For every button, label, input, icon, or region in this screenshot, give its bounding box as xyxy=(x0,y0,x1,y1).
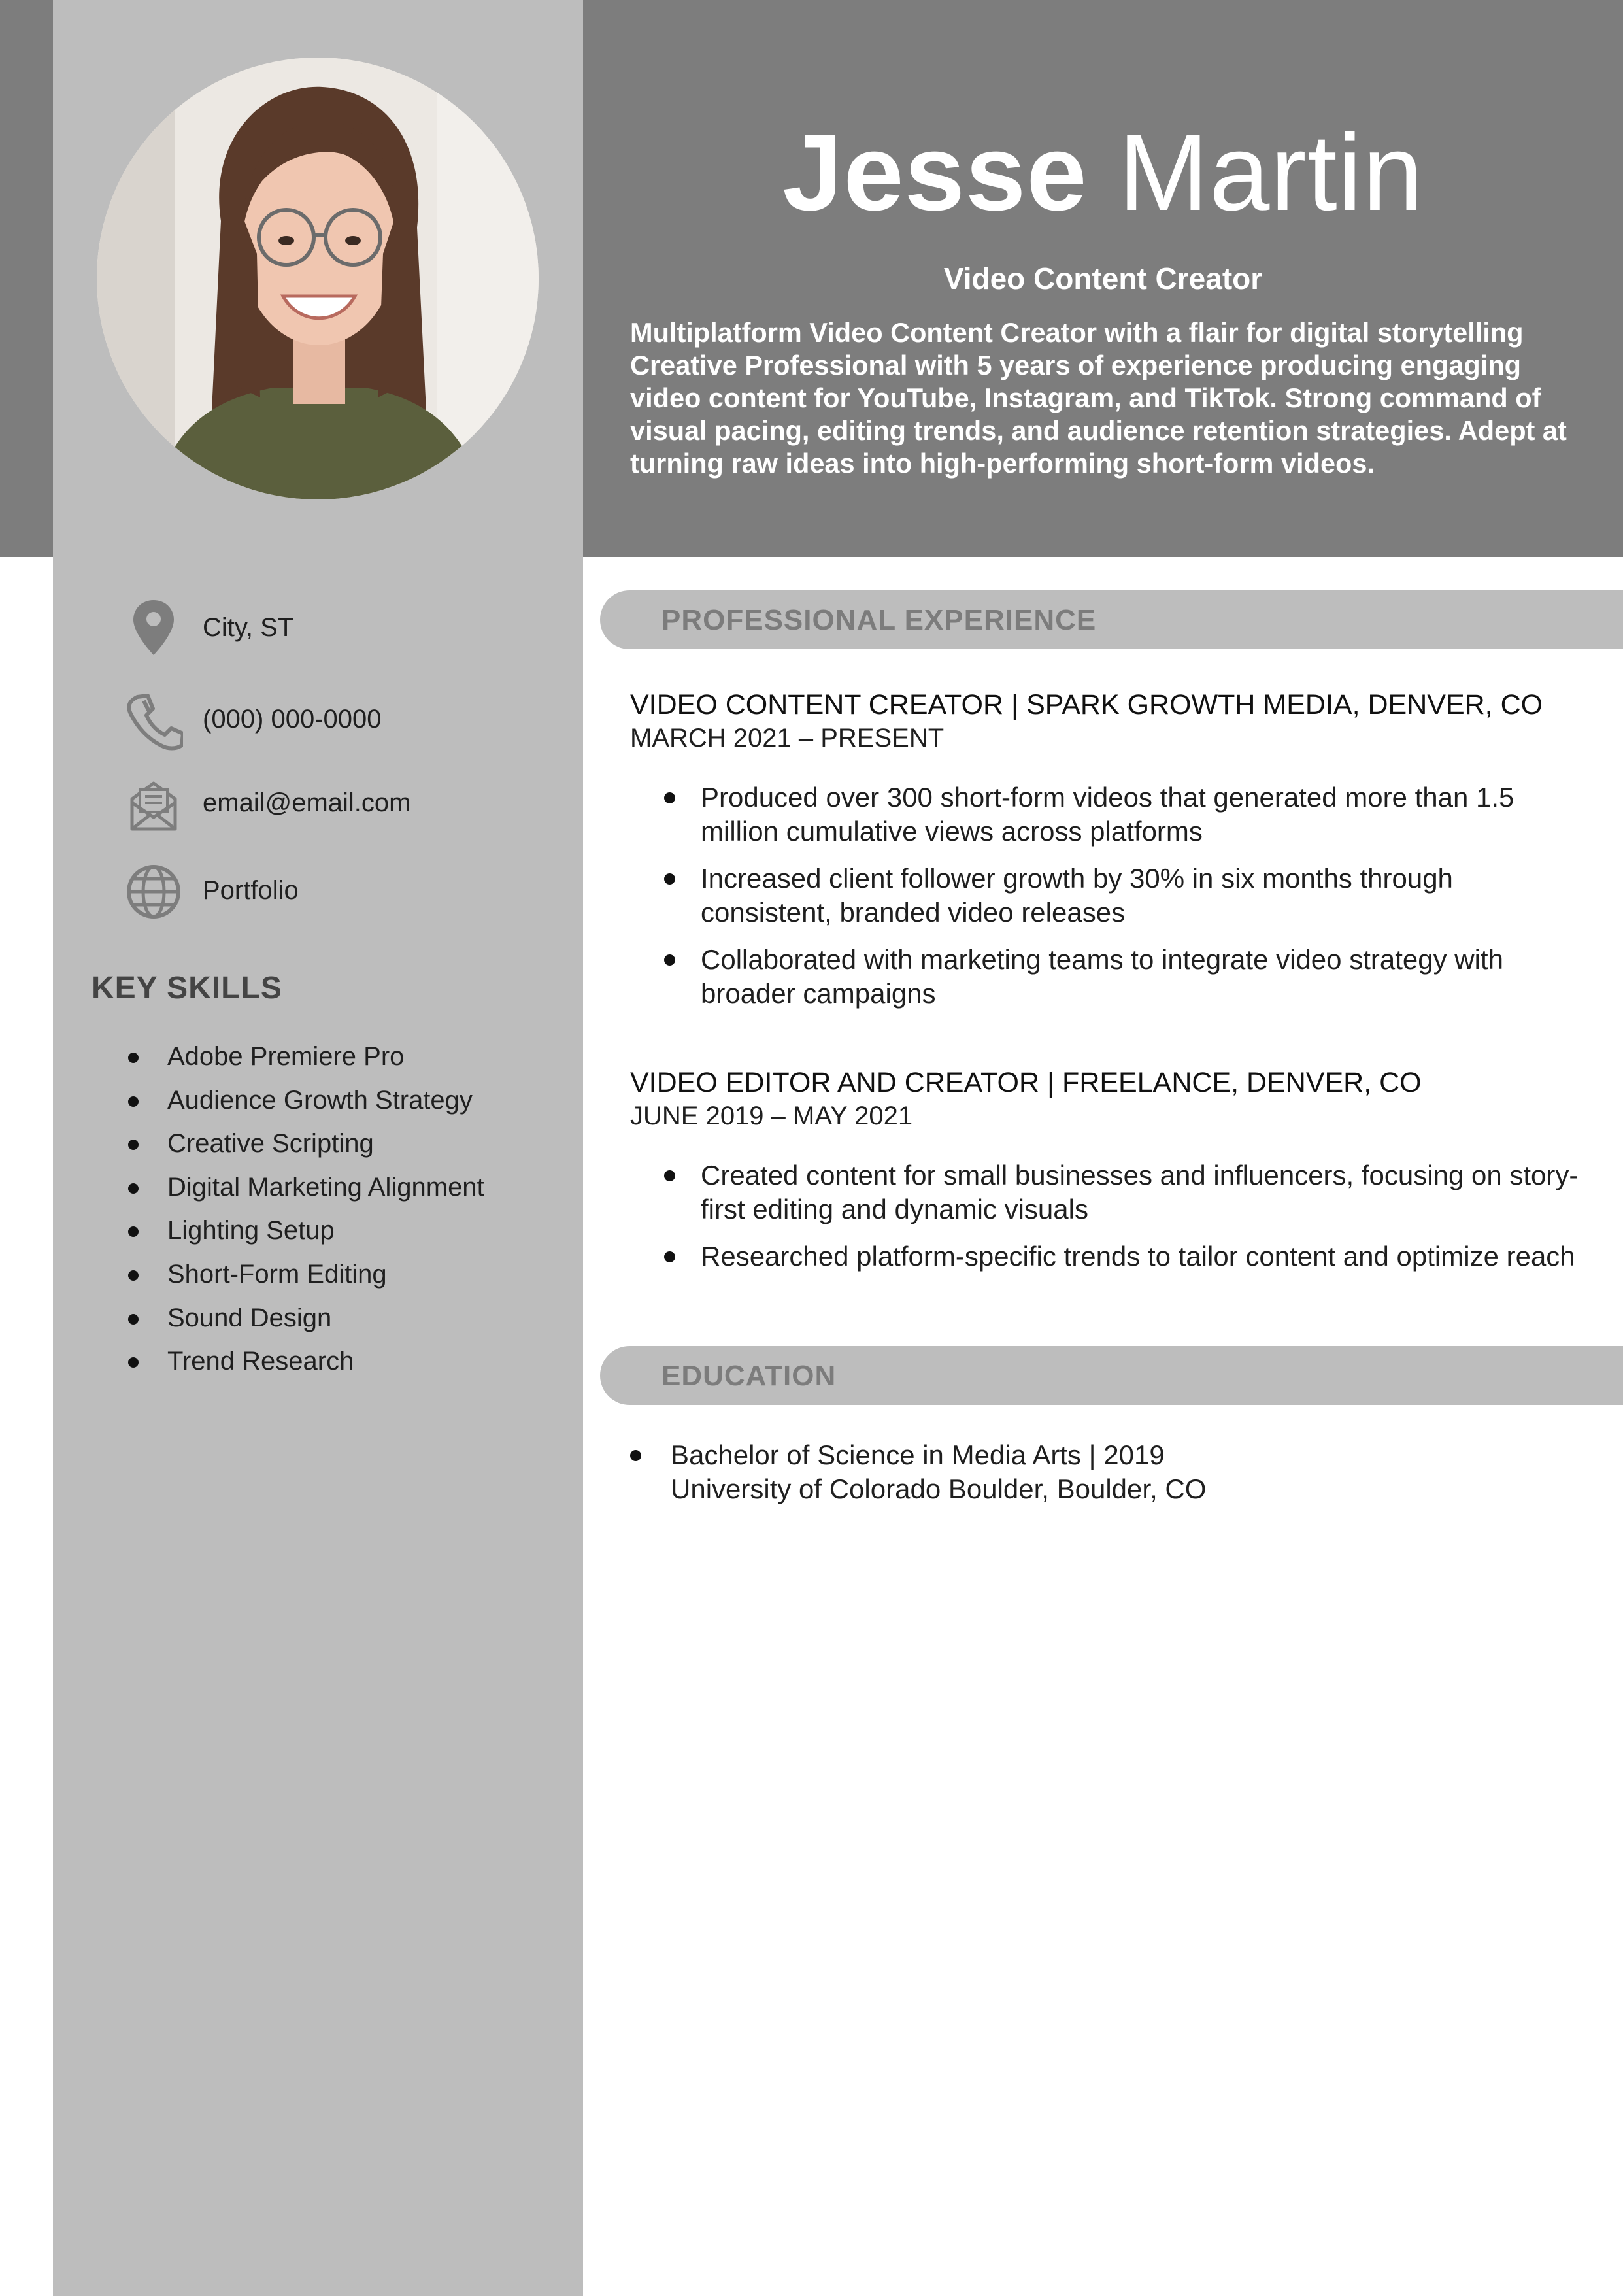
job-bullet: Researched platform-specific trends to tailor content and optimize reach xyxy=(664,1240,1591,1274)
phone-icon xyxy=(124,686,183,752)
job-2-bullets xyxy=(664,1158,1591,1274)
envelope-icon xyxy=(124,770,183,836)
job-2-dates: JUNE 2019 – MAY 2021 xyxy=(630,1102,913,1130)
experience-section-bar xyxy=(600,590,1623,649)
contact-phone-text: (000) 000-0000 xyxy=(203,705,382,734)
job-bullet: Produced over 300 short-form videos that generated more than 1.5 million cumulative views across platforms xyxy=(664,781,1591,849)
skill-item: Lighting Setup xyxy=(128,1212,484,1256)
job-1-dates: MARCH 2021 – PRESENT xyxy=(630,724,945,752)
education-degree: Bachelor of Science in Media Arts | 2019 xyxy=(671,1440,1165,1470)
profile-photo-illustration xyxy=(97,58,539,499)
education-entry xyxy=(630,1438,1584,1506)
education-item xyxy=(630,1438,1584,1506)
location-pin-icon xyxy=(124,595,183,660)
job-entry-1 xyxy=(630,688,1591,1024)
globe-icon xyxy=(124,858,183,923)
skill-item: Sound Design xyxy=(128,1300,484,1343)
skill-item: Audience Growth Strategy xyxy=(128,1082,484,1126)
education-heading: EDUCATION xyxy=(661,1360,837,1392)
last-name: Martin xyxy=(1118,112,1424,233)
job-bullet: Created content for small businesses and influencers, focusing on story-first editing and dynamic visuals xyxy=(664,1158,1591,1226)
skill-item: Digital Marketing Alignment xyxy=(128,1169,484,1213)
contact-location-text: City, ST xyxy=(203,613,294,642)
experience-heading: PROFESSIONAL EXPERIENCE xyxy=(661,604,1097,636)
education-school: University of Colorado Boulder, Boulder, CO xyxy=(671,1474,1207,1504)
education-section-bar xyxy=(600,1346,1623,1405)
job-bullet: Increased client follower growth by 30% in six months through consistent, branded video releases xyxy=(664,862,1591,930)
skill-item: Short-Form Editing xyxy=(128,1256,484,1300)
skill-item: Creative Scripting xyxy=(128,1125,484,1169)
job-2-title: VIDEO EDITOR AND CREATOR | FREELANCE, DENVER, CO xyxy=(630,1067,1422,1098)
first-name: Jesse xyxy=(782,112,1088,233)
job-1-title: VIDEO CONTENT CREATOR | SPARK GROWTH MEDIA, DENVER, CO xyxy=(630,689,1543,720)
candidate-name xyxy=(583,111,1623,235)
summary: Multiplatform Video Content Creator with a flair for digital storytelling Creative Professional with 5 years of experience producing engaging video content for YouTube, Instagram, and TikTok. Strong command of visual pacing, editing trends, and audience retention strategies. Adept at turning raw ideas into high-performing short-form videos. xyxy=(630,317,1567,479)
contact-portfolio-text[interactable]: Portfolio xyxy=(203,876,299,905)
skill-item: Trend Research xyxy=(128,1343,484,1387)
job-1-bullets xyxy=(664,781,1591,1011)
job-bullet: Collaborated with marketing teams to integrate video strategy with broader campaigns xyxy=(664,943,1591,1011)
job-title: Video Content Creator xyxy=(943,262,1263,295)
skill-item: Adobe Premiere Pro xyxy=(128,1038,484,1082)
key-skills-list xyxy=(128,1038,484,1387)
contact-email-text[interactable]: email@email.com xyxy=(203,788,411,817)
key-skills-heading: KEY SKILLS xyxy=(92,971,282,1005)
job-entry-2 xyxy=(630,1066,1591,1287)
profile-photo xyxy=(97,58,539,499)
